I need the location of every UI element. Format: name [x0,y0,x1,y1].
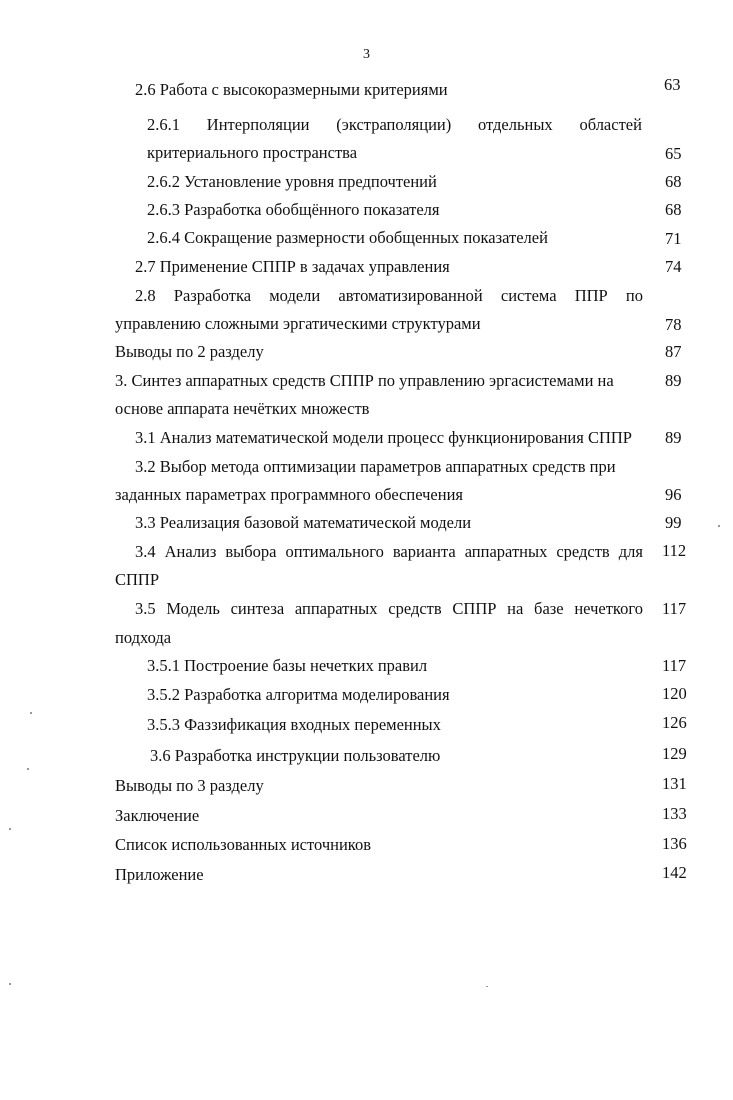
toc-entry-page: 89 [665,371,682,390]
toc-entry-page: 126 [662,713,687,732]
toc-entry-title-cont: подхода [115,628,172,647]
word: синтеза [230,599,285,618]
toc-entry-title: Заключение [115,806,200,825]
toc-entry-title: 2.7 Применение СППР в задачах управления [135,257,450,276]
toc-entry-title: 3.5.3 Фаззификация входных переменных [147,715,441,734]
toc-entry-page: 89 [665,428,682,447]
toc-entry-title: 3.5.2 Разработка алгоритма моделирования [147,685,450,704]
toc-entry-page: 71 [665,229,682,248]
toc-entry-title-cont: СППР [115,570,160,589]
word: средств [388,599,442,618]
word: автоматизированной [338,286,483,305]
toc-entry-title [147,115,642,135]
toc-entry-title: 3.1 Анализ математической модели процесс функционирования СППР [135,428,632,447]
toc-entry-title-cont: управлению сложными эргатическими структурами [115,314,481,333]
word: базе [534,599,564,618]
toc-entry-page: 142 [662,863,687,882]
toc-entry-title: Приложение [115,865,204,884]
word: система [500,286,557,305]
word: для [618,542,643,561]
word: Интерполяции [206,115,310,134]
toc-entry-title: 3.3 Реализация базовой математической модели [135,513,472,532]
toc-entry-title [135,286,643,306]
word: СППР [452,599,497,618]
word: аппаратных [464,542,548,561]
word: Модель [166,599,220,618]
word: ППР [574,286,608,305]
toc-entry-page: 120 [662,684,687,703]
toc-entry-title: 3.6 Разработка инструкции пользователю [150,746,441,765]
toc-entry-page: 78 [665,315,682,334]
word: аппаратных [294,599,378,618]
toc-entry-page: 136 [662,834,687,853]
word: средств [556,542,610,561]
toc-entry-page: 65 [665,144,682,163]
toc-entry-page: 68 [665,200,682,219]
toc-entry-title: 2.6 Работа с высокоразмерными критериями [135,80,448,99]
toc-entry-page: 117 [662,656,687,675]
scan-speck [9,983,11,985]
toc-entry-title [135,542,643,562]
word: 3.5 [135,599,156,618]
toc-entry-page: 87 [665,342,682,361]
word: варианта [392,542,456,561]
word: выбора [225,542,277,561]
scan-speck [9,828,11,830]
word: (экстраполяции) [336,115,452,134]
toc-entry-page: 133 [662,804,687,823]
toc-entry-title: 2.6.2 Установление уровня предпочтений [147,172,437,191]
toc-entry-page: 112 [662,541,687,560]
toc-entry-title: 3.5.1 Построение базы нечетких правил [147,656,428,675]
word: по [625,286,643,305]
word: областей [579,115,642,134]
toc-entry-title-cont: критериального пространства [147,143,358,162]
toc-entry-title: 2.6.4 Сокращение размерности обобщенных показателей [147,228,548,247]
word: нечеткого [574,599,643,618]
toc-entry-title [135,599,643,619]
toc-entry-title: 3.2 Выбор метода оптимизации параметров аппаратных средств при [135,457,616,476]
toc-entry-page: 63 [664,75,681,94]
toc-entry-page: 99 [665,513,682,532]
scan-speck [486,986,488,987]
word: 2.6.1 [147,115,180,134]
word: 3.4 [135,542,156,561]
word: оптимального [285,542,384,561]
scan-speck [30,712,32,714]
toc-entry-title: 3. Синтез аппаратных средств СППР по управлению эргасистемами на [115,371,614,390]
toc-entry-title: Выводы по 3 разделу [115,776,264,795]
toc-entry-title-cont: заданных параметрах программного обеспечения [115,485,463,504]
word: отдельных [478,115,553,134]
toc-entry-title: Список использованных источников [115,835,371,854]
word: модели [269,286,321,305]
toc-entry-page: 96 [665,485,682,504]
toc-entry-title-cont: основе аппарата нечётких множеств [115,399,370,418]
toc-entry-page: 74 [665,257,682,276]
scan-speck [718,525,720,527]
toc-entry-title: 2.6.3 Разработка обобщённого показателя [147,200,440,219]
toc-entry-page: 68 [665,172,682,191]
word: Анализ [164,542,217,561]
word: 2.8 [135,286,156,305]
word: на [507,599,524,618]
toc-entry-page: 117 [662,599,687,618]
toc-entry-page: 131 [662,774,687,793]
toc-entry-title: Выводы по 2 разделу [115,342,264,361]
page-number: 3 [363,47,370,62]
scan-speck [27,768,29,770]
toc-entry-page: 129 [662,744,687,763]
word: Разработка [173,286,252,305]
